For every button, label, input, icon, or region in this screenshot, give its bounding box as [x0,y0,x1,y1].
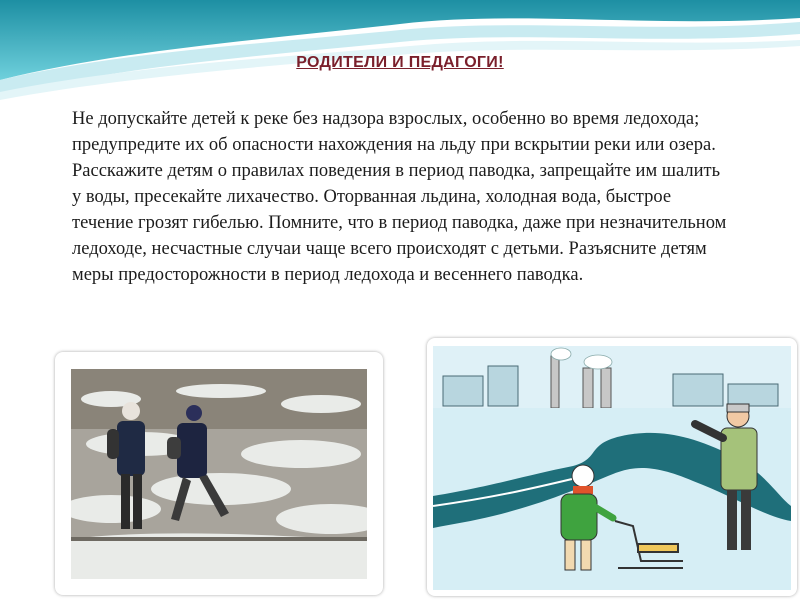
illustration-adult-warning-child [427,338,797,596]
slide-body-text: Не допускайте детей к реке без надзора взрослых, особенно во время ледохода; предупредите их об опасности нахождения на льду при вскрытии реки или озера. Расскажите детям о правилах поведения в период паводка, запрещайте им шалить у воды, пресекайте лихачество. Оторванная льдина, холодная вода, быстрое течение грозят гибелью. Помните, что в период паводка, даже при незначительном ледоходе, несчастные случаи чаще всего происходят с детьми. Разъясните детям меры предосторожности в период ледохода и весеннего паводка. [72,109,727,285]
slide-heading: РОДИТЕЛИ И ПЕДАГОГИ! [296,54,504,71]
photo-children-on-ice [55,352,383,595]
